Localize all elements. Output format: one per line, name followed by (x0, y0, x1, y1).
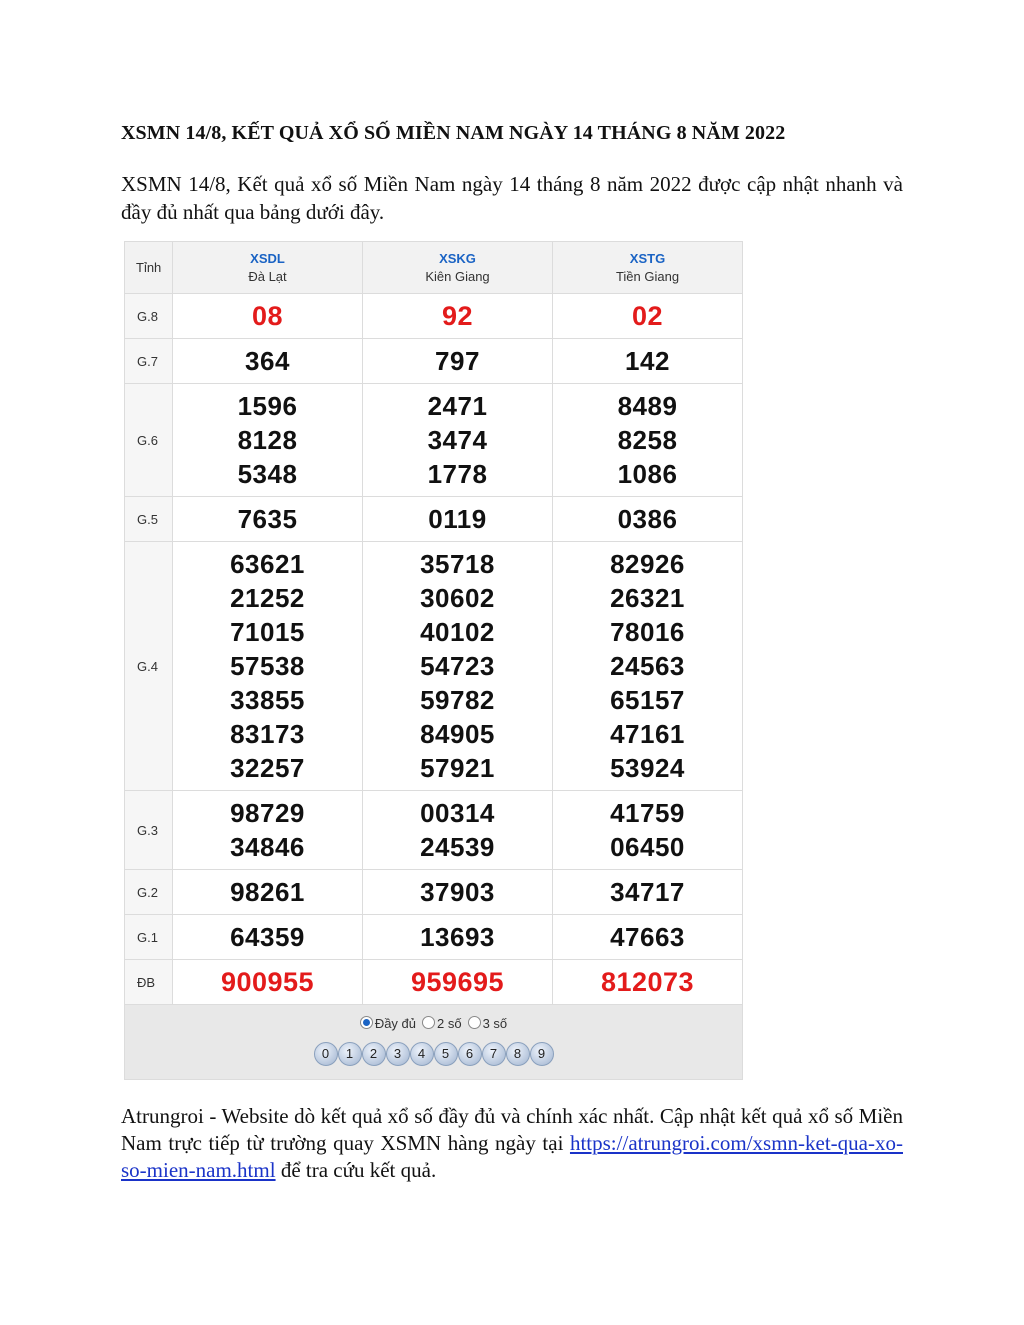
prize-cell (553, 542, 743, 791)
prize-number: 0386 (617, 504, 678, 534)
prize-number: 797 (435, 346, 480, 376)
radio-circle-icon[interactable] (360, 1016, 373, 1029)
prize-row (125, 384, 743, 497)
prize-label: G.5 (125, 497, 173, 542)
prize-cell (173, 384, 363, 497)
prize-cell (553, 294, 743, 339)
province-header (553, 242, 743, 294)
prize-cell (363, 294, 553, 339)
prize-number: 53924 (610, 753, 685, 783)
digit-button[interactable]: 0 (314, 1042, 338, 1066)
display-mode-radio[interactable] (422, 1016, 462, 1031)
digit-button[interactable]: 8 (506, 1042, 530, 1066)
prize-number: 34717 (610, 877, 685, 907)
digit-button[interactable]: 4 (410, 1042, 434, 1066)
prize-cell (363, 870, 553, 915)
prize-number: 54723 (420, 651, 495, 681)
prize-number: 364 (245, 346, 290, 376)
province-name: Đà Lạt (248, 268, 287, 284)
digit-button[interactable]: 7 (482, 1042, 506, 1066)
closing-text-after: để tra cứu kết quả. (275, 1158, 437, 1182)
closing-paragraph (121, 1103, 903, 1184)
prize-cell (553, 497, 743, 542)
prize-label: G.3 (125, 791, 173, 870)
prize-cell (173, 339, 363, 384)
province-header-label: Tỉnh (125, 242, 173, 294)
prize-number: 7635 (237, 504, 298, 534)
prize-number: 47161 (610, 719, 685, 749)
prize-number: 32257 (230, 753, 305, 783)
prize-number: 59782 (420, 685, 495, 715)
prize-number: 40102 (420, 617, 495, 647)
prize-row (125, 339, 743, 384)
prize-label: G.7 (125, 339, 173, 384)
prize-number: 21252 (230, 583, 305, 613)
prize-number: 35718 (420, 549, 495, 579)
prize-number: 13693 (420, 922, 495, 952)
prize-number: 2471 (427, 391, 488, 421)
prize-label: G.8 (125, 294, 173, 339)
prize-cell (363, 915, 553, 960)
page-title: XSMN 14/8, KẾT QUẢ XỔ SỐ MIỀN NAM NGÀY 14 THÁNG 8 NĂM 2022 (121, 122, 786, 144)
prize-label: G.1 (125, 915, 173, 960)
prize-number: 06450 (610, 832, 685, 862)
digit-button[interactable]: 5 (434, 1042, 458, 1066)
prize-cell (363, 497, 553, 542)
province-code[interactable]: XSKG (439, 250, 476, 266)
prize-number: 0119 (428, 504, 487, 534)
prize-cell (173, 497, 363, 542)
prize-number: 02 (631, 301, 664, 331)
radio-label: 3 số (482, 1016, 508, 1031)
lottery-results-table (124, 241, 742, 1081)
prize-label: G.6 (125, 384, 173, 497)
prize-cell (363, 791, 553, 870)
province-header (173, 242, 363, 294)
prize-cell (363, 542, 553, 791)
prize-number: 30602 (420, 583, 495, 613)
prize-cell (553, 791, 743, 870)
prize-cell (173, 960, 363, 1005)
prize-cell (363, 960, 553, 1005)
prize-cell (173, 542, 363, 791)
digit-button[interactable]: 1 (338, 1042, 362, 1066)
prize-number: 8128 (237, 425, 298, 455)
prize-number: 63621 (230, 549, 305, 579)
province-header (363, 242, 553, 294)
prize-row (125, 960, 743, 1005)
prize-number: 47663 (610, 922, 685, 952)
prize-number: 41759 (610, 798, 685, 828)
prize-number: 65157 (610, 685, 685, 715)
prize-number: 900955 (220, 967, 315, 997)
prize-number: 33855 (230, 685, 305, 715)
digit-filter (125, 1042, 742, 1066)
radio-circle-icon[interactable] (422, 1016, 435, 1029)
prize-row (125, 870, 743, 915)
prize-cell (553, 960, 743, 1005)
prize-number: 98261 (230, 877, 305, 907)
display-mode-options (125, 1016, 742, 1031)
province-code[interactable]: XSTG (629, 250, 666, 266)
prize-number: 1596 (237, 391, 298, 421)
prize-number: 1778 (427, 459, 488, 489)
prize-number: 83173 (230, 719, 305, 749)
prize-row (125, 791, 743, 870)
prize-row (125, 542, 743, 791)
prize-label: G.4 (125, 542, 173, 791)
display-mode-radio[interactable] (360, 1016, 416, 1031)
radio-label: 2 số (437, 1016, 462, 1031)
prize-row (125, 915, 743, 960)
results-link[interactable]: https://atrungroi.com/xsmn-ket-qua-xo-so-mien-nam.html (121, 1131, 903, 1182)
province-name: Kiên Giang (425, 268, 490, 284)
digit-button[interactable]: 2 (362, 1042, 386, 1066)
digit-button[interactable]: 9 (530, 1042, 554, 1066)
display-mode-radio[interactable] (468, 1016, 508, 1031)
prize-number: 57538 (230, 651, 305, 681)
prize-cell (173, 870, 363, 915)
prize-number: 142 (625, 346, 670, 376)
prize-number: 8258 (617, 425, 678, 455)
closing-text-before: Atrungroi - Website dò kết quả xổ số đầy đủ và chính xác nhất. Cập nhật kết quả xổ số Miền Nam trực tiếp từ trường quay XSMN hàng ngày tại (121, 1104, 903, 1155)
prize-label: G.2 (125, 870, 173, 915)
radio-circle-icon[interactable] (468, 1016, 481, 1029)
radio-label: Đầy đủ (374, 1016, 417, 1031)
prize-label: ĐB (125, 960, 173, 1005)
prize-number: 64359 (230, 922, 305, 952)
prize-row (125, 294, 743, 339)
province-name: Tiền Giang (615, 268, 680, 284)
prize-number: 5348 (237, 459, 298, 489)
prize-row (125, 497, 743, 542)
digit-button[interactable]: 3 (386, 1042, 410, 1066)
prize-cell (173, 294, 363, 339)
prize-number: 3474 (427, 425, 488, 455)
prize-cell (363, 384, 553, 497)
prize-number: 71015 (230, 617, 305, 647)
prize-number: 24563 (610, 651, 685, 681)
prize-cell (553, 339, 743, 384)
prize-cell (173, 791, 363, 870)
province-code[interactable]: XSDL (250, 250, 285, 266)
prize-number: 57921 (420, 753, 495, 783)
prize-number: 82926 (610, 549, 685, 579)
prize-number: 24539 (420, 832, 495, 862)
prize-number: 98729 (230, 798, 305, 828)
prize-number: 1086 (617, 459, 678, 489)
prize-number: 8489 (617, 391, 678, 421)
table-controls (125, 1005, 743, 1080)
prize-cell (173, 915, 363, 960)
prize-number: 08 (251, 301, 284, 331)
intro-paragraph: XSMN 14/8, Kết quả xổ số Miền Nam ngày 14 tháng 8 năm 2022 được cập nhật nhanh và đầy đủ nhất qua bảng dưới đây. (121, 172, 903, 224)
prize-cell (363, 339, 553, 384)
prize-number: 34846 (230, 832, 305, 862)
prize-number: 92 (441, 301, 474, 331)
prize-cell (553, 870, 743, 915)
prize-number: 812073 (600, 967, 695, 997)
prize-number: 26321 (610, 583, 685, 613)
prize-number: 78016 (610, 617, 685, 647)
prize-number: 84905 (420, 719, 495, 749)
prize-number: 959695 (410, 967, 505, 997)
prize-number: 00314 (420, 798, 495, 828)
prize-cell (553, 384, 743, 497)
digit-button[interactable]: 6 (458, 1042, 482, 1066)
prize-number: 37903 (420, 877, 495, 907)
prize-cell (553, 915, 743, 960)
